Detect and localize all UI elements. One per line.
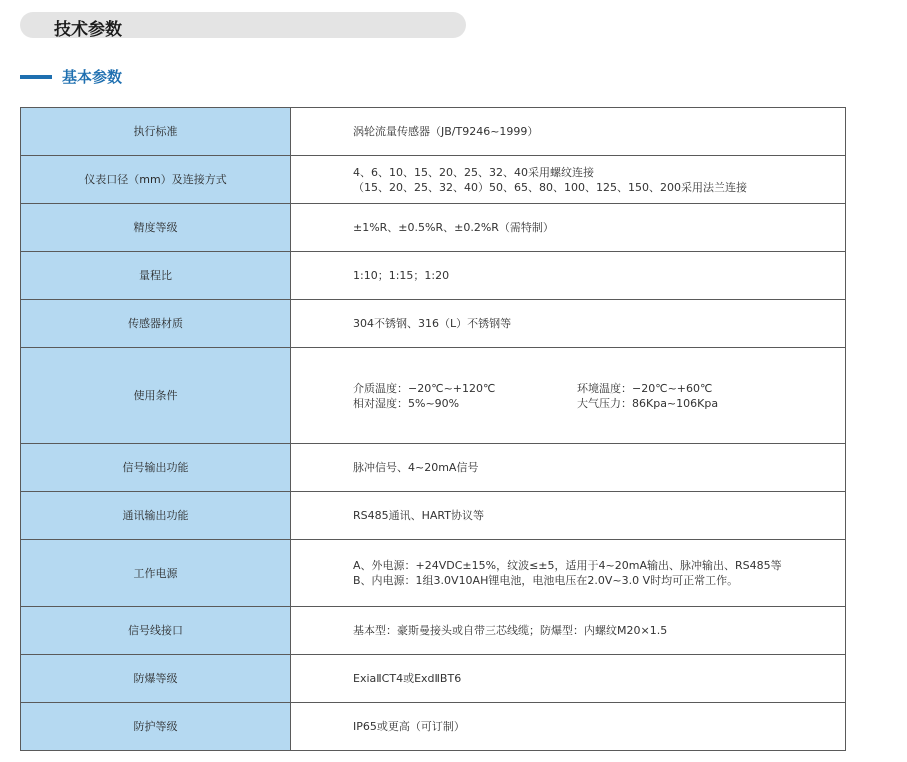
row-value [291, 156, 846, 204]
table-row [21, 607, 846, 655]
row-value: 脉冲信号、4~20mA信号 [291, 444, 846, 492]
conditions-right [577, 381, 718, 411]
spec-table [20, 107, 846, 751]
conditions-block [353, 381, 844, 411]
table-row [21, 156, 846, 204]
value-line: 大气压力：86Kpa~106Kpa [577, 396, 719, 410]
table-row [21, 492, 846, 540]
row-label: 使用条件 [21, 348, 291, 444]
section-bar-icon [20, 75, 52, 79]
value-line: 相对湿度：5%~90% [353, 396, 460, 410]
value-line: 4、6、10、15、20、25、32、40采用螺纹连接 [353, 165, 594, 179]
header-title-bar [20, 12, 466, 38]
row-label: 传感器材质 [21, 300, 291, 348]
row-label: 精度等级 [21, 204, 291, 252]
row-value [291, 348, 846, 444]
table-row [21, 252, 846, 300]
table-row [21, 703, 846, 751]
row-label: 执行标准 [21, 108, 291, 156]
row-label: 通讯输出功能 [21, 492, 291, 540]
row-label: 仪表口径（mm）及连接方式 [21, 156, 291, 204]
row-value: RS485通讯、HART协议等 [291, 492, 846, 540]
conditions-left [353, 381, 577, 411]
row-label: 量程比 [21, 252, 291, 300]
row-value: 涡轮流量传感器（JB/T9246~1999） [291, 108, 846, 156]
row-value: 基本型：豪斯曼接头或自带三芯线缆；防爆型：内螺纹M20×1.5 [291, 607, 846, 655]
value-line: 介质温度：−20℃~+120℃ [353, 381, 496, 395]
table-row [21, 108, 846, 156]
row-value: ±1%R、±0.5%R、±0.2%R（需特制） [291, 204, 846, 252]
value-line: 环境温度：−20℃~+60℃ [577, 381, 713, 395]
row-value: 1:10；1:15；1:20 [291, 252, 846, 300]
row-label: 工作电源 [21, 540, 291, 607]
table-row [21, 444, 846, 492]
row-label: 信号输出功能 [21, 444, 291, 492]
section-title: 基本参数 [62, 68, 123, 86]
table-row [21, 655, 846, 703]
row-value [291, 540, 846, 607]
value-line: A、外电源：+24VDC±15%，纹波≤±5，适用于4~20mA输出、脉冲输出、RS485等 [353, 559, 782, 572]
row-label: 信号线接口 [21, 607, 291, 655]
row-value: 304不锈钢、316（L）不锈钢等 [291, 300, 846, 348]
row-value: IP65或更高（可订制） [291, 703, 846, 751]
value-line: B、内电源：1组3.0V10AH锂电池，电池电压在2.0V~3.0 V时均可正常工作。 [353, 574, 739, 587]
row-value: ExiaⅡCT4或ExdⅡBT6 [291, 655, 846, 703]
table-row [21, 300, 846, 348]
row-label: 防爆等级 [21, 655, 291, 703]
page-title: 技术参数 [54, 20, 122, 40]
value-line: （15、20、25、32、40）50、65、80、100、125、150、200采用法兰连接 [353, 180, 747, 194]
row-label: 防护等级 [21, 703, 291, 751]
table-row [21, 204, 846, 252]
table-row [21, 348, 846, 444]
table-row [21, 540, 846, 607]
